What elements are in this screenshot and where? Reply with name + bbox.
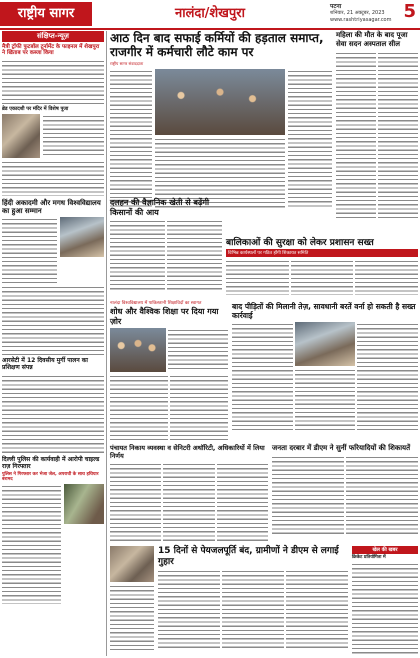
right-top-headline: महिला की मौत के बाद पूजा सेवा सदन अस्पताल सील xyxy=(336,31,408,48)
left-story1-text xyxy=(2,59,104,105)
right-lower-kicker: क्रिकेट प्रतियोगिता में xyxy=(352,555,386,560)
forum-story xyxy=(272,444,418,544)
right-top-text-col1 xyxy=(336,51,376,221)
mid-story xyxy=(226,238,418,298)
bottom-text-col2 xyxy=(222,569,284,649)
left-column xyxy=(2,31,104,656)
research-photo xyxy=(110,328,166,372)
top-story-text-col3 xyxy=(288,69,332,209)
left-story5-sub: पुलिस ने गिरफ्तार कर भेजा जेल, अपराधी के साथ हथियार बरामद xyxy=(2,472,99,483)
bottom-text-col1 xyxy=(158,569,220,649)
left-story5-headline: दिल्ली पुलिस की कार्यवाही में आरोपी चाइल्ड राज़ गिरफ्तार xyxy=(2,456,100,471)
paper-logo: राष्ट्रीय सागर xyxy=(0,2,92,26)
left-story2-text-cont xyxy=(2,160,104,196)
flood-text-col1 xyxy=(232,322,293,432)
left-story5-text xyxy=(2,484,61,604)
mid-text-col2 xyxy=(291,259,354,295)
left-story5-photo xyxy=(64,484,104,524)
flood-story xyxy=(232,302,418,442)
right-lower-column xyxy=(352,546,418,656)
left-story1-headline: मैत्री ट्रॉफी फुटबॉल टूर्नामेंट के फाइनल में शेखपुरा ने खिताब पर कब्जा किया xyxy=(2,44,100,57)
forum-headline: जनता दरबार में डीएम ने सुनीं फरियादियों की शिकायतें xyxy=(272,444,411,452)
meeting-text-col3 xyxy=(217,462,268,542)
research-text-col2 xyxy=(110,374,168,442)
research-headline: शोध और वैश्विक शिक्षा पर दिया गया ज़ोर xyxy=(110,307,219,326)
right-lower-header: खेल की खबर xyxy=(352,546,418,554)
flood-text-col2 xyxy=(295,368,356,432)
left-story3-photo xyxy=(60,217,104,257)
mid-story-headline: बालिकाओं की सुरक्षा को लेकर प्रशासन सख्त xyxy=(226,238,374,248)
right-lower-text xyxy=(352,562,418,656)
meeting-headline: पंचायत निकाय व्यवस्था व सेनिटरी अथॉरिटी, अधिकारियों में लिया निर्णय xyxy=(110,444,265,460)
forum-text-col1 xyxy=(272,455,344,535)
research-kicker: नालंदा विश्वविद्यालय में पाकिस्तानी शिक्षाविदों का स्वागत xyxy=(110,301,202,306)
flood-photo xyxy=(295,322,356,366)
research-text-col3 xyxy=(170,374,228,442)
meeting-story xyxy=(110,444,268,544)
mid-story-sub: विभिन्न कार्यस्थलों पर गठित होंगी शिकायत समिति xyxy=(226,249,418,257)
left-story3-text xyxy=(2,217,57,283)
page-number: 5 xyxy=(403,1,416,22)
left-portrait-photo xyxy=(2,114,40,158)
bottom-headline: 15 दिनों से पेयजलपूर्ति बंद, ग्रामीणों ने डीएम से लगाई गुहार xyxy=(158,546,339,567)
agri-text-col1 xyxy=(110,219,165,291)
left-story3-text-cont xyxy=(2,285,104,355)
right-top-story xyxy=(336,31,418,236)
small-photo-story xyxy=(110,546,154,656)
meeting-text-col1 xyxy=(110,462,161,542)
research-text-col1 xyxy=(168,328,228,372)
column-rule xyxy=(106,31,107,656)
top-story-headline: आठ दिन बाद सफाई कर्मियों की हड़ताल समाप्त, राजगीर में कर्मचारी लौटे काम पर xyxy=(110,31,324,59)
right-top-text-col2 xyxy=(378,51,418,221)
research-story xyxy=(110,300,228,440)
agri-story xyxy=(110,198,222,294)
edition-date: शनिवार, 21 अक्टूबर, 2023 xyxy=(330,10,385,16)
top-story-photo xyxy=(155,69,285,135)
top-story-text-col1 xyxy=(110,69,152,209)
edition-city: पटना xyxy=(330,3,342,10)
mid-text-col3 xyxy=(355,259,418,295)
flood-text-col3 xyxy=(357,322,418,432)
top-story-byline: राष्ट्रीय सागर संवाददाता xyxy=(110,61,144,66)
left-story4-text xyxy=(2,374,104,454)
left-story3-headline: हिंदी अकादमी और मगध विश्वविद्यालय का हुआ सम्मान xyxy=(2,199,101,216)
meeting-text-col2 xyxy=(163,462,214,542)
bottom-story xyxy=(158,546,348,656)
forum-text-col2 xyxy=(346,455,418,535)
left-story2-headline: ब्रेड एकादशी पर मंदिर में विशेष पूजा xyxy=(2,105,69,112)
bottom-text-col3 xyxy=(286,569,348,649)
edition-info xyxy=(330,3,390,24)
agri-text-col2 xyxy=(167,219,222,291)
left-story2-text xyxy=(43,114,104,158)
section-title: नालंदा/शेखपुरा xyxy=(175,6,245,21)
left-story4-headline: आरसेटी में 12 दिवसीय मुर्गी पालन का प्रशिक्षण संपन्न xyxy=(2,357,88,372)
mid-text-col1 xyxy=(226,259,289,295)
masthead xyxy=(0,0,420,30)
left-column-header: संक्षिप्त-न्यूज़ xyxy=(2,31,104,42)
small-story-text xyxy=(110,584,154,652)
flood-headline: बाद पीड़ितों की मिलानी तेज़, सावधानी बरतें वर्ना हो सकती है सख्त कार्रवाई xyxy=(232,302,416,320)
agri-story-headline: दलहन की वैज्ञानिक खेती से बढ़ेंगी किसानों की आय xyxy=(110,198,210,217)
small-story-photo xyxy=(110,546,154,582)
edition-website: www.rashtriyasagar.com xyxy=(330,17,392,23)
